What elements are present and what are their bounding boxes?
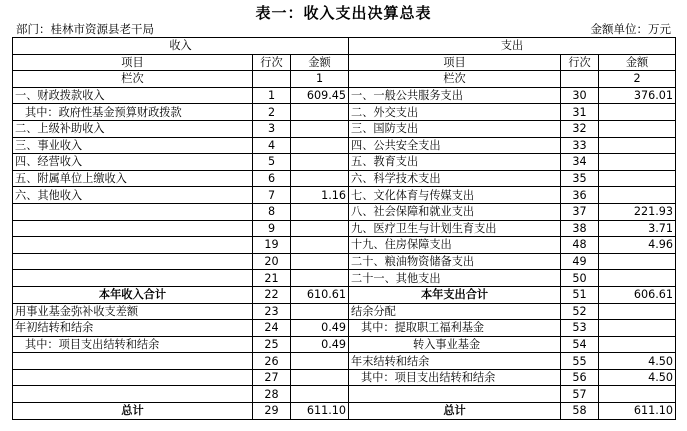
income-row-number: 24 [253, 320, 291, 337]
expense-row-number: 36 [561, 187, 599, 204]
expense-amount-cell: 4.96 [599, 237, 676, 254]
income-amount-cell [291, 170, 349, 187]
expense-item-header: 项目 [349, 54, 561, 71]
income-amount-cell [291, 237, 349, 254]
table-row [13, 336, 676, 353]
expense-amount-cell: 611.10 [599, 403, 676, 420]
expense-item-cell: 五、教育支出 [349, 154, 561, 171]
expense-row-number: 31 [561, 104, 599, 121]
column-label-row [13, 71, 676, 88]
income-item-cell: 二、上级补助收入 [13, 120, 253, 137]
expense-row-number: 32 [561, 120, 599, 137]
income-row-number: 9 [253, 220, 291, 237]
expense-row-number: 53 [561, 320, 599, 337]
table-row [13, 154, 676, 171]
income-item-cell: 一、财政拨款收入 [13, 87, 253, 104]
table-row [13, 353, 676, 370]
income-row-number: 19 [253, 237, 291, 254]
income-item-cell [13, 386, 253, 403]
income-row-number: 21 [253, 270, 291, 287]
income-amount-cell [291, 303, 349, 320]
table-row [13, 187, 676, 204]
expense-row-number: 49 [561, 253, 599, 270]
expense-item-cell: 总计 [349, 403, 561, 420]
income-col-label: 栏次 [13, 71, 253, 88]
expense-amount-header: 金额 [599, 54, 676, 71]
table-row [13, 203, 676, 220]
expense-item-cell: 本年支出合计 [349, 286, 561, 303]
expense-row-number: 38 [561, 220, 599, 237]
expense-row-number: 54 [561, 336, 599, 353]
expense-amount-cell: 4.50 [599, 353, 676, 370]
income-amount-cell: 611.10 [291, 403, 349, 420]
income-item-cell: 总计 [13, 403, 253, 420]
expense-amount-cell [599, 320, 676, 337]
income-amount-cell [291, 137, 349, 154]
expense-row-number: 37 [561, 203, 599, 220]
expense-item-cell: 六、科学技术支出 [349, 170, 561, 187]
income-expense-table [12, 37, 676, 420]
income-amount-cell [291, 386, 349, 403]
expense-amount-cell [599, 120, 676, 137]
expense-row-number: 34 [561, 154, 599, 171]
income-item-cell [13, 203, 253, 220]
income-item-cell: 其中：政府性基金预算财政拨款 [13, 104, 253, 121]
expense-item-cell: 九、医疗卫生与计划生育支出 [349, 220, 561, 237]
expense-item-cell: 其中：提取职工福利基金 [349, 320, 561, 337]
income-item-cell [13, 253, 253, 270]
income-row-number: 7 [253, 187, 291, 204]
income-row-number: 5 [253, 154, 291, 171]
expense-header: 支出 [349, 38, 676, 55]
income-row-number: 6 [253, 170, 291, 187]
expense-amount-cell: 606.61 [599, 286, 676, 303]
expense-rowno-header: 行次 [561, 54, 599, 71]
income-row-number: 26 [253, 353, 291, 370]
expense-col-blank [561, 71, 599, 88]
income-row-number: 2 [253, 104, 291, 121]
table-row [13, 120, 676, 137]
expense-item-cell: 七、文化体育与传媒支出 [349, 187, 561, 204]
expense-item-cell: 二十一、其他支出 [349, 270, 561, 287]
income-col-number: 1 [291, 71, 349, 88]
expense-item-cell: 四、公共安全支出 [349, 137, 561, 154]
income-item-cell [13, 353, 253, 370]
income-rowno-header: 行次 [253, 54, 291, 71]
income-item-cell [13, 237, 253, 254]
table-row [13, 170, 676, 187]
table-row [13, 286, 676, 303]
table-row [13, 303, 676, 320]
expense-row-number: 51 [561, 286, 599, 303]
expense-amount-cell: 4.50 [599, 369, 676, 386]
department-label: 部门：桂林市资源县老干局 [16, 22, 154, 36]
income-row-number: 29 [253, 403, 291, 420]
table-row [13, 253, 676, 270]
expense-row-number: 50 [561, 270, 599, 287]
income-item-cell [13, 369, 253, 386]
expense-amount-cell [599, 303, 676, 320]
income-amount-cell [291, 220, 349, 237]
income-item-cell: 年初结转和结余 [13, 320, 253, 337]
expense-item-cell: 年末结转和结余 [349, 353, 561, 370]
expense-col-number: 2 [599, 71, 676, 88]
table-row [13, 386, 676, 403]
income-item-cell: 六、其他收入 [13, 187, 253, 204]
table-row [13, 320, 676, 337]
income-row-number: 4 [253, 137, 291, 154]
table-row [13, 220, 676, 237]
expense-item-cell: 转入事业基金 [349, 336, 561, 353]
income-row-number: 28 [253, 386, 291, 403]
income-item-cell [13, 220, 253, 237]
expense-row-number: 55 [561, 353, 599, 370]
income-amount-cell: 0.49 [291, 320, 349, 337]
expense-col-label: 栏次 [349, 71, 561, 88]
table-row [13, 369, 676, 386]
income-amount-header: 金额 [291, 54, 349, 71]
expense-amount-cell [599, 137, 676, 154]
expense-amount-cell [599, 187, 676, 204]
expense-row-number: 35 [561, 170, 599, 187]
income-amount-cell [291, 369, 349, 386]
income-row-number: 25 [253, 336, 291, 353]
expense-item-cell [349, 386, 561, 403]
expense-item-cell: 十九、住房保障支出 [349, 237, 561, 254]
unit-label: 金额单位：万元 [590, 22, 671, 36]
expense-amount-cell [599, 270, 676, 287]
income-row-number: 8 [253, 203, 291, 220]
expense-amount-cell [599, 336, 676, 353]
income-item-cell: 四、经营收入 [13, 154, 253, 171]
expense-item-cell: 结余分配 [349, 303, 561, 320]
report-title: 表一：收入支出决算总表 [255, 4, 432, 22]
expense-amount-cell: 376.01 [599, 87, 676, 104]
expense-item-cell: 一、一般公共服务支出 [349, 87, 561, 104]
income-row-number: 27 [253, 369, 291, 386]
expense-amount-cell [599, 386, 676, 403]
income-amount-cell [291, 120, 349, 137]
expense-row-number: 58 [561, 403, 599, 420]
expense-item-cell: 八、社会保障和就业支出 [349, 203, 561, 220]
income-amount-cell: 0.49 [291, 336, 349, 353]
income-header: 收入 [13, 38, 349, 55]
expense-amount-cell [599, 170, 676, 187]
expense-row-number: 48 [561, 237, 599, 254]
expense-amount-cell [599, 104, 676, 121]
income-amount-cell [291, 203, 349, 220]
income-amount-cell [291, 253, 349, 270]
table-row [13, 104, 676, 121]
income-item-cell: 本年收入合计 [13, 286, 253, 303]
table-row [13, 237, 676, 254]
expense-amount-cell [599, 154, 676, 171]
expense-amount-cell: 3.71 [599, 220, 676, 237]
income-amount-cell [291, 154, 349, 171]
expense-item-cell: 三、国防支出 [349, 120, 561, 137]
income-col-blank [253, 71, 291, 88]
expense-row-number: 30 [561, 87, 599, 104]
income-row-number: 3 [253, 120, 291, 137]
income-amount-cell: 610.61 [291, 286, 349, 303]
income-row-number: 23 [253, 303, 291, 320]
table-row [13, 137, 676, 154]
section-header-row [13, 38, 676, 55]
expense-amount-cell: 221.93 [599, 203, 676, 220]
table-row [13, 87, 676, 104]
income-item-cell: 用事业基金弥补收支差额 [13, 303, 253, 320]
income-amount-cell [291, 270, 349, 287]
income-amount-cell: 609.45 [291, 87, 349, 104]
income-row-number: 1 [253, 87, 291, 104]
expense-row-number: 33 [561, 137, 599, 154]
column-header-row [13, 54, 676, 71]
expense-item-cell: 二、外交支出 [349, 104, 561, 121]
expense-row-number: 57 [561, 386, 599, 403]
income-row-number: 20 [253, 253, 291, 270]
income-amount-cell: 1.16 [291, 187, 349, 204]
table-row [13, 403, 676, 420]
expense-row-number: 56 [561, 369, 599, 386]
income-item-header: 项目 [13, 54, 253, 71]
income-item-cell [13, 270, 253, 287]
income-row-number: 22 [253, 286, 291, 303]
table-row [13, 270, 676, 287]
income-amount-cell [291, 104, 349, 121]
income-item-cell: 五、附属单位上缴收入 [13, 170, 253, 187]
expense-item-cell: 二十、粮油物资储备支出 [349, 253, 561, 270]
expense-amount-cell [599, 253, 676, 270]
expense-item-cell: 其中：项目支出结转和结余 [349, 369, 561, 386]
expense-row-number: 52 [561, 303, 599, 320]
income-amount-cell [291, 353, 349, 370]
income-item-cell: 三、事业收入 [13, 137, 253, 154]
income-item-cell: 其中：项目支出结转和结余 [13, 336, 253, 353]
